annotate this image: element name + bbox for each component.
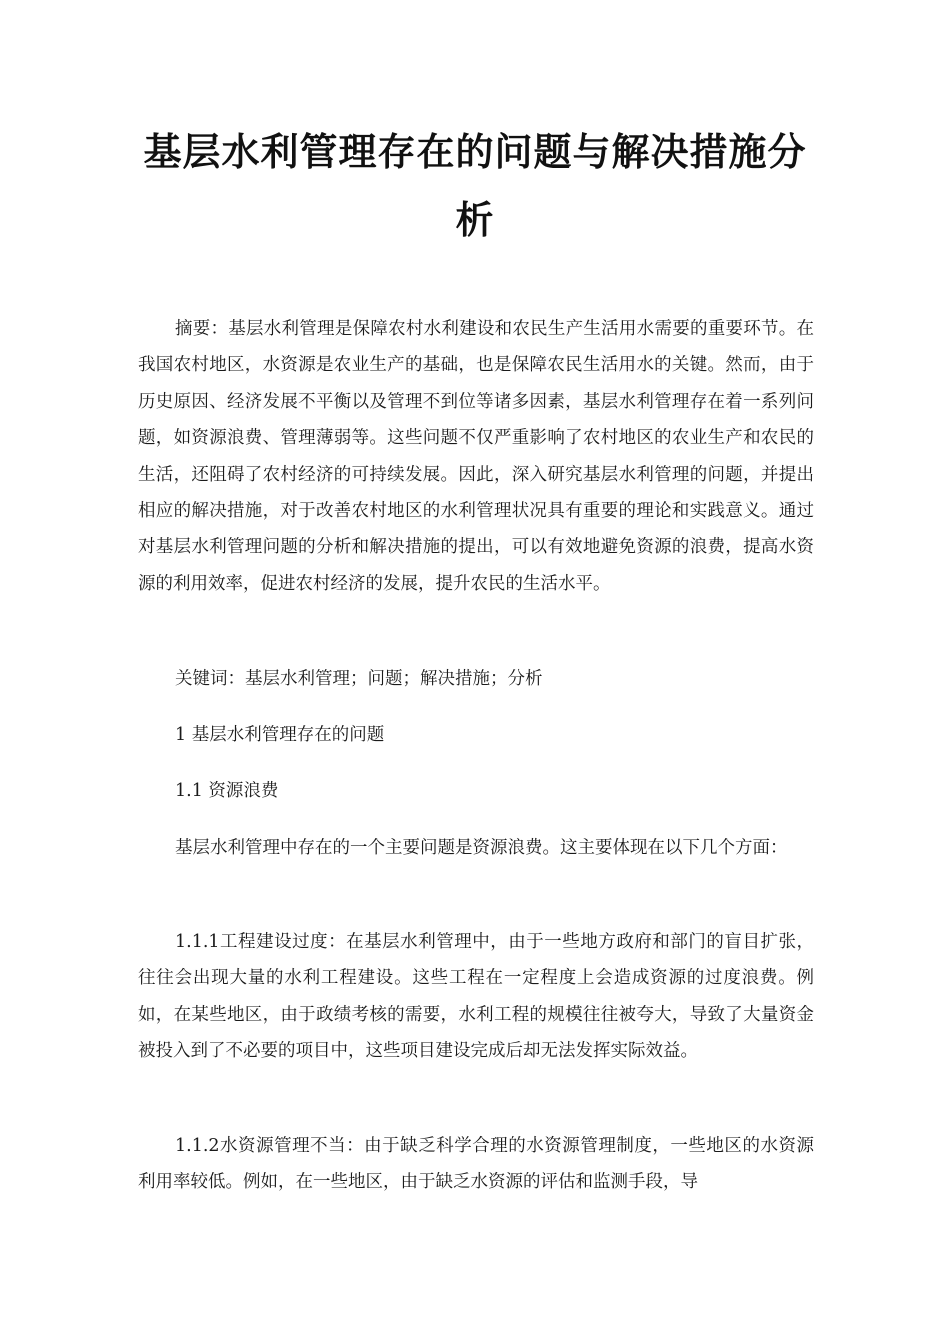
section-1-1-1-paragraph: 1.1.1工程建设过度：在基层水利管理中，由于一些地方政府和部门的盲目扩张，往往会出现大量的水利工程建设。这些工程在一定程度上会造成资源的过度浪费。例如，在某些地区，由于政绩考核的需要，水利工程的规模往往被夸大，导致了大量资金被投入到了不必要的项目中，这些项目建设完成后却无法发挥实际效益。 [138,932,814,1062]
abstract-paragraph: 摘要：基层水利管理是保障农村水利建设和农民生产生活用水需要的重要环节。在我国农村地区，水资源是农业生产的基础，也是保障农民生活用水的关键。然而，由于历史原因、经济发展不平衡以及管理不到位等诸多因素，基层水利管理存在着一系列问题，如资源浪费、管理薄弱等。这些问题不仅严重影响了农村地区的农业生产和农民的生活，还阻碍了农村经济的可持续发展。因此，深入研究基层水利管理的问题，并提出相应的解决措施，对于改善农村地区的水利管理状况具有重要的理论和实践意义。通过对基层水利管理问题的分析和解决措施的提出，可以有效地避免资源的浪费，提高水资源的利用效率，促进农村经济的发展，提升农民的生活水平。 [138,319,814,594]
section-heading-1: 1 基层水利管理存在的问题 [175,725,385,745]
section-1-1-2-paragraph: 1.1.2水资源管理不当：由于缺乏科学合理的水资源管理制度，一些地区的水资源利用率较低。例如，在一些地区，由于缺乏水资源的评估和监测手段，导 [138,1136,814,1193]
document-title: 基层水利管理存在的问题与解决措施分析 [143,130,807,242]
section-1-1-intro-paragraph: 基层水利管理中存在的一个主要问题是资源浪费。这主要体现在以下几个方面： [175,838,788,858]
section-heading-1-1: 1.1 资源浪费 [175,781,279,801]
keywords-line: 关键词：基层水利管理；问题；解决措施；分析 [175,669,543,689]
